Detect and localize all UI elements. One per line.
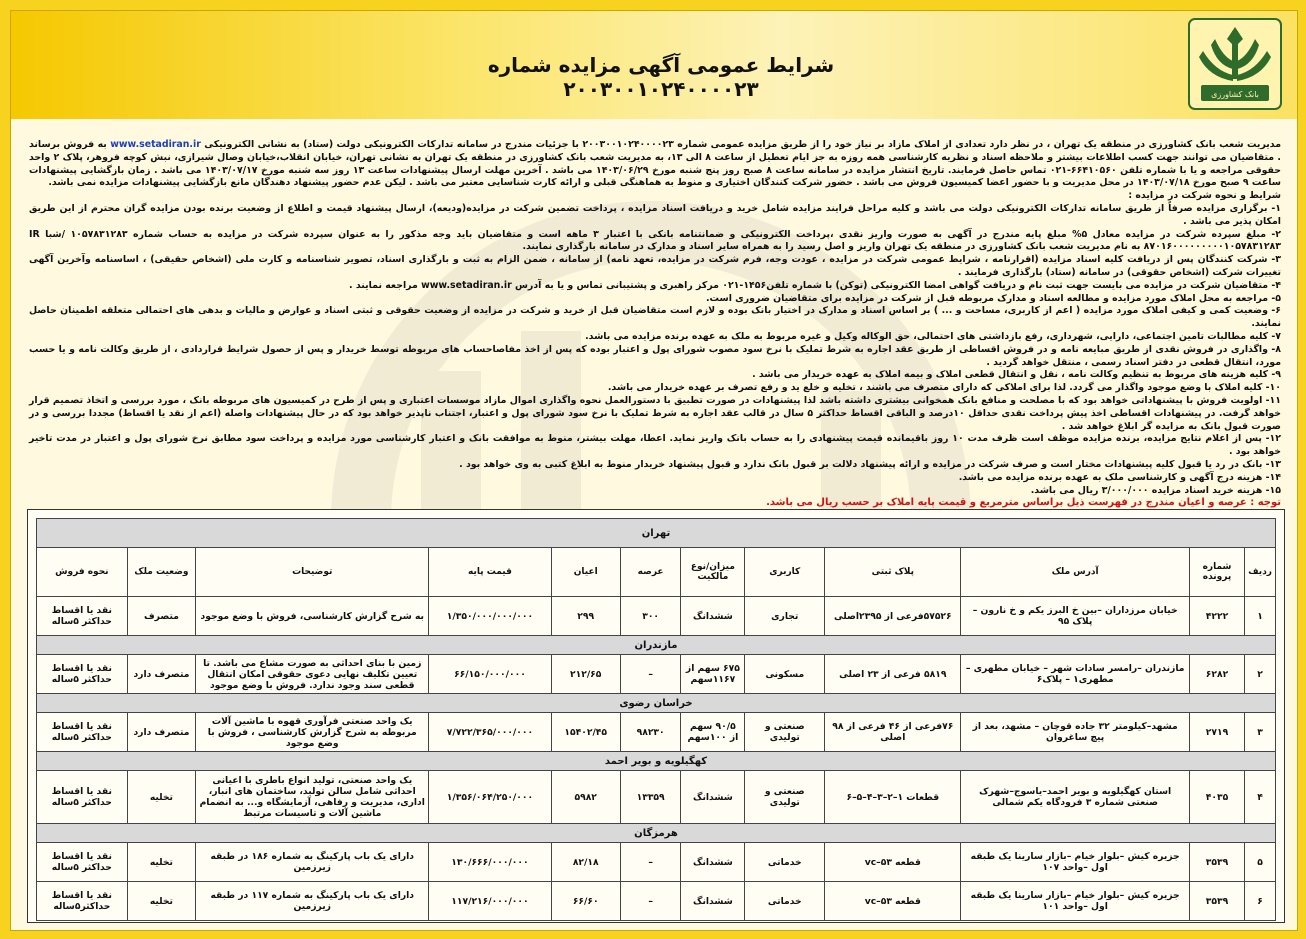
cell-use: تجاری <box>745 597 825 636</box>
col-header: کاربری <box>745 548 825 597</box>
cell-n: ۱ <box>1245 597 1276 636</box>
cell-sale: نقد یا اقساط حداکثر ۵ساله <box>37 655 128 694</box>
cell-price: ۷/۷۲۲/۳۶۵/۰۰۰/۰۰۰ <box>429 713 551 752</box>
region-row <box>37 519 1276 548</box>
cell-file: ۶۲۸۲ <box>1189 655 1244 694</box>
cell-sale: نقد یا اقساط حداکثر۵ساله <box>37 882 128 921</box>
cell-price: ۱۳۰/۶۶۶/۰۰۰/۰۰۰ <box>429 843 551 882</box>
col-header: وضعیت ملک <box>127 548 196 597</box>
col-header: عرصه <box>620 548 681 597</box>
cell-area: ۱۳۳۵۹ <box>620 771 681 824</box>
setadiran-link[interactable]: www.setadiran.ir <box>110 139 201 150</box>
condition-item: ۴- متقاضیان شرکت در مزایده می بایست جهت ثبت نام و دریافت گواهی امضا الکترونیکی (توکن) با شماره تلفن۱۴۵۶-۰۲۱ مرکز راهبری و پشتیبانی تماس و یا به آدرس www.setadiran.ir مراجعه نمایند . <box>349 279 1281 291</box>
region-row <box>37 824 1276 843</box>
condition-item: ۵- مراجعه به محل املاک مورد مزایده و مطالعه اسناد و مدارک مربوطه قبل از شرکت در مزایده برای متقاضیان ضروری است. <box>705 292 1281 304</box>
cell-desc: دارای یک باب پارکینگ به شماره ۱۸۶ در طبقه زیرزمین <box>196 843 429 882</box>
cell-use: خدماتی <box>745 843 825 882</box>
cell-owner: ششدانگ <box>681 882 745 921</box>
cell-building: ۸۲/۱۸ <box>551 843 620 882</box>
region-row <box>37 636 1276 655</box>
cell-plaque: قطعات ۱–۲–۳–۴–۵–۶ <box>825 771 961 824</box>
cell-status: متصرف <box>127 597 196 636</box>
conditions-heading: شرایط و نحوه شرکت در مزایده : <box>1128 190 1281 202</box>
cell-sale: نقد یا اقساط حداکثر ۵ساله <box>37 713 128 752</box>
condition-item: ۹- کلیه هزینه های مربوط به تنظیم وکالت نامه ، نقل و انتقال قطعی املاک و بیمه املاک به عهده خریدار می باشد . <box>752 369 1281 381</box>
cell-address: جزیره کیش –بلوار خیام –بازار سارینا یک طبقه اول –واحد ۱۰۱ <box>961 882 1189 921</box>
cell-plaque: ۷۶فرعی از ۴۶ فرعی از ۹۸ اصلی <box>825 713 961 752</box>
col-header: نحوه فروش <box>37 548 128 597</box>
cell-use: مسکونی <box>745 655 825 694</box>
col-header: میزان/نوع مالکیت <box>681 548 745 597</box>
cell-n: ۳ <box>1245 713 1276 752</box>
cell-n: ۲ <box>1245 655 1276 694</box>
condition-item: ۸- واگذاری در فروش نقدی از طریق مبایعه نامه و در فروش اقساطی از طریق عقد اجاره به شرط تملیک با نرخ سود مصوب شورای پول و اعتبار بوده که پس از اخذ مفاصاحساب های مربوطه توسط خریدار و پس از حصول شرایط قراردادی ، از طریق وکالت نامه و یا حسب مورد، انتقال قطعی در دفتر اسناد رسمی ، منتقل خواهد گردید . <box>29 343 1281 368</box>
cell-sale: نقد یا اقساط حداکثر ۵ساله <box>37 597 128 636</box>
cell-sale: نقد یا اقساط حداکثر ۵ساله <box>37 771 128 824</box>
cell-status: تخلیه <box>127 771 196 824</box>
cell-file: ۴۲۲۲ <box>1189 597 1244 636</box>
cell-area: – <box>620 843 681 882</box>
cell-n: ۶ <box>1245 882 1276 921</box>
region-title: خراسان رضوی <box>37 694 1276 713</box>
condition-item: ۱۵- هزینه خرید اسناد مزایده ۳/۰۰۰/۰۰۰ ریال می باشد. <box>1030 484 1281 496</box>
condition-item: ۳- شرکت کنندگان پس از دریافت کلیه اسناد مزایده (اقرارنامه ، شرایط عمومی شرکت در مزایده ، عودت وجه، فرم شرکت در مزایده، تعهد نامه) از سامانه ، ضمن الزام به ثبت و بارگذاری اسناد، تصویر شناسنامه و کارت ملی (اشخاص حقیقی) ، اساسنامه وآخرین آگهی تغییرات شرکت (اشخاص حقوقی) در سامانه (ستاد) بارگذاری فرمایند . <box>29 254 1281 278</box>
cell-plaque: قطعه ۵۳–vc <box>825 843 961 882</box>
col-header: شماره پرونده <box>1189 548 1244 597</box>
table-row <box>37 655 1276 694</box>
conditions-list <box>29 203 1281 497</box>
region-title: هرمزگان <box>37 824 1276 843</box>
cell-owner: ششدانگ <box>681 597 745 636</box>
notice-body <box>29 139 1281 510</box>
cell-n: ۵ <box>1245 843 1276 882</box>
cell-use: خدماتی <box>745 882 825 921</box>
condition-item: ۱۳- بانک در رد یا قبول کلیه پیشنهادات مختار است و صرف شرکت در مزایده و ارائه پیشنهاد دلالت بر قبول بانک ندارد و قبول پیشنهاد خریدار منوط به ابلاغ کتبی به وی خواهد بود . <box>459 458 1281 470</box>
cell-desc: یک واحد صنعتی فرآوری قهوه با ماشین آلات مربوطه به شرح گزارش کارشناسی ، فروش با وضع موجود <box>196 713 429 752</box>
svg-text:بانک کشاورزی: بانک کشاورزی <box>1211 90 1259 99</box>
condition-item: ۱۲- پس از اعلام نتایج مزایده، برنده مزایده موظف است ظرف مدت ۱۰ روز باقیمانده قیمت پیشنهادی را به حساب بانک واریز نماید. اعطا، مهلت بیشتر، منوط به موافقت بانک و اعتبار کارشناسی مورد مزایده و پرداخت سود مطابق نرخ شورای پول و اعتبار در مدت تاخیر خواهد بود . <box>29 433 1281 458</box>
cell-building: ۱۵۴۰۲/۴۵ <box>551 713 620 752</box>
cell-area: ۳۰۰ <box>620 597 681 636</box>
cell-address: خیابان مرزداران –بین خ البرز یکم و خ نارون –پلاک ۹۵ <box>961 597 1189 636</box>
header-banner <box>11 11 1297 119</box>
notice-frame <box>10 10 1298 931</box>
cell-price: ۱/۳۵۰/۰۰۰/۰۰۰/۰۰۰ <box>429 597 551 636</box>
table-row <box>37 713 1276 752</box>
cell-area: – <box>620 655 681 694</box>
cell-desc: یک واحد صنعتی، تولید انواع باطری با اعیانی احداثی شامل سالن تولید، ساختمان های انبار، اداری، مدیریت و رفاهی، آزمایشگاه و... به انضمام ماشین آلات و تاسیسات مرتبط <box>196 771 429 824</box>
cell-status: تخلیه <box>127 843 196 882</box>
property-table <box>36 518 1276 921</box>
cell-owner: ششدانگ <box>681 771 745 824</box>
col-header: آدرس ملک <box>961 548 1189 597</box>
table-row <box>37 843 1276 882</box>
cell-address: مشهد–کیلومتر ۳۲ جاده قوچان – مشهد، بعد از پیچ ساغروان <box>961 713 1189 752</box>
cell-area: ۹۸۲۳۰ <box>620 713 681 752</box>
cell-desc: دارای یک باب پارکینگ به شماره ۱۱۷ در طبقه زیرزمین <box>196 882 429 921</box>
col-header: پلاک ثبتی <box>825 548 961 597</box>
cell-file: ۳۵۳۹ <box>1189 882 1244 921</box>
cell-price: ۱۱۷/۲۱۶/۰۰۰/۰۰۰ <box>429 882 551 921</box>
cell-building: ۲۱۲/۶۵ <box>551 655 620 694</box>
region-row <box>37 752 1276 771</box>
wheat-emblem-icon <box>1187 17 1283 111</box>
condition-item: ۶- وضعیت کمی و کیفی املاک مورد مزایده ( اعم از کاربری، مساحت و ... ) بر اساس اسناد و مدارک در اختیار بانک بوده و لازم است متقاضیان قبل از خرید و شرکت در مزایده از وضعیت حقوقی و ثبتی اسناد و عوارض و مالیات و بدهی های احتمالی متعلقه اطمینان حاصل نمایند. <box>29 305 1281 330</box>
condition-item: ۲- مبلغ سپرده شرکت در مزایده معادل ۵% مبلغ پایه مندرج در آگهی به صورت واریز نقدی ،پرداخت الکترونیکی و ضمانتنامه بانکی با اعتبار ۳ ماهه است و متقاضیان باید وجه مذکور را به عنوان سپرده شرکت در مزایده به حساب شماره ۱۰۵۷۸۳۱۲۸۳ /شبا IR ۸۷۰۱۶۰۰۰۰۰۰۰۰۰۱۰۵۷۸۳۱۲۸۳ به نام مدیریت شعب بانک کشاورزی در منطقه یک تهران واریز و اصل رسید را به همراه سایر اسناد و مدارک در سامانه بارگذاری نمایند. <box>29 228 1281 253</box>
cell-use: صنعتی و تولیدی <box>745 713 825 752</box>
cell-address: مازندران –رامسر سادات شهر – خیابان مطهری – مطهری۱ – پلاک۶ <box>961 655 1189 694</box>
cell-file: ۲۷۱۹ <box>1189 713 1244 752</box>
cell-use: صنعتی و تولیدی <box>745 771 825 824</box>
cell-status: متصرف دارد <box>127 655 196 694</box>
condition-item: ۷- کلیه مطالبات تامین اجتماعی، دارایی، شهرداری، رفع بازداشتی های احتمالی، حق الوکاله وکیل و غیره مربوط به ملک به عهده برنده مزایده می باشد. <box>585 330 1281 342</box>
condition-item: ۱۰- کلیه املاک با وضع موجود واگذار می گردد. لذا برای املاکی که دارای متصرف می باشند ، تخلیه و خلع ید و رفع تصرف بر عهده خریدار می باشد. <box>607 382 1281 394</box>
cell-status: تخلیه <box>127 882 196 921</box>
bank-keshavarzi-logo <box>1187 17 1283 111</box>
table-header-row <box>37 548 1276 597</box>
cell-file: ۴۰۳۵ <box>1189 771 1244 824</box>
table-row <box>37 882 1276 921</box>
col-header: اعیان <box>551 548 620 597</box>
cell-file: ۳۵۳۹ <box>1189 843 1244 882</box>
cell-owner: ششدانگ <box>681 843 745 882</box>
cell-plaque: ۵۸۱۹ فرعی از ۲۳ اصلی <box>825 655 961 694</box>
region-title: کهگیلویه و بویر احمد <box>37 752 1276 771</box>
table-row <box>37 597 1276 636</box>
cell-n: ۴ <box>1245 771 1276 824</box>
condition-item: ۱۴- هزینه درج آگهی و کارشناسی ملک به عهده برنده مزایده می باشد. <box>958 471 1281 483</box>
cell-building: ۶۶/۶۰ <box>551 882 620 921</box>
cell-owner: ۶۷۵ سهم از ۱۱۶۷سهم <box>681 655 745 694</box>
condition-item: ۱- برگزاری مزایده صرفاً از طریق سامانه تدارکات الکترونیکی دولت می باشد و کلیه مراحل فرایند مزایده شامل خرید و دریافت اسناد مزایده ، پرداخت تضمین شرکت در مزایده(ودیعه)، ارسال پیشنهاد قیمت و اطلاع از وضعیت برنده بودن مزایده گران محترم از این طریق امکان پذیر می باشد . <box>29 202 1281 227</box>
intro-paragraph: مدیریت شعب بانک کشاورزی در منطقه یک تهران ، در نظر دارد تعدادی از املاک مازاد بر نیاز خود را از طریق مزایده عمومی شماره ۲۰۰۳۰۰۱۰۲۴۰۰۰۰۲۳ با جزئیات مندرج در سامانه تدارکات الکترونیکی دولت (ستاد) به نشانی الکترونیکی www.setadiran.ir به فروش برساند . متقاضیان می توانند جهت کسب اطلاعات بیشتر و ملاحظه اسناد و نظریه کارشناسی همه روزه به جز ایام تعطیل از ساعت ۸ الی ۱۳، به مدیریت شعب بانک کشاورزی در منطقه یک تهران به نشانی تهران، خیابان انقلاب،خیابان وصال شیرازی، نبش کوچه فروهر، پلاک ۲ واحد حقوقی مراجعه و یا با شماره تلفن ۶۶۴۱۰۵۶۰-۰۲۱ تماس حاصل فرمایند. تاریخ انتشار مزایده در سامانه ساعت ۸ صبح روز پنج شنبه مورخ ۱۴۰۳/۰۶/۲۹ می باشد . آخرین مهلت ارسال پیشنهادات ساعت ۱۳ روز سه شنبه مورخ ۱۴۰۳/۰۷/۱۷ می باشد . زمان بازگشایی پیشنهادات ساعت ۹ صبح مورخ ۱۴۰۳/۰۷/۱۸ در محل مدیریت و با حضور اعضا کمیسیون فروش می باشد . حضور شرکت کنندگان اختیاری و منوط به هماهنگی قبلی و ارائه کارت شناسایی معتبر می باشد . لیکن عدم حضور پیشنهاد دهندگان مانع بازگشایی پیشنهادات مزایده نمی باشد. <box>29 139 1282 189</box>
table-row <box>37 771 1276 824</box>
region-title: تهران <box>37 519 1276 548</box>
property-table-container <box>27 509 1285 923</box>
region-title: مازندران <box>37 636 1276 655</box>
col-header: توضیحات <box>196 548 429 597</box>
notice-title: شرایط عمومی آگهی مزایده شماره ۲۰۰۳۰۰۱۰۲۴۰۰۰۰۲۳ <box>487 53 835 101</box>
cell-sale: نقد یا اقساط حداکثر ۵ساله <box>37 843 128 882</box>
cell-status: متصرف دارد <box>127 713 196 752</box>
cell-building: ۲۹۹ <box>551 597 620 636</box>
cell-price: ۱/۳۵۶/۰۶۴/۲۵۰/۰۰۰ <box>429 771 551 824</box>
cell-building: ۵۹۸۲ <box>551 771 620 824</box>
cell-plaque: ۵۷۵۲۶فرعی از ۲۳۹۵اصلی <box>825 597 961 636</box>
cell-desc: زمین با بنای احداثی به صورت مشاع می باشد. تا تعیین تکلیف نهایی دعوی حقوقی امکان انتقال قطعی سند وجود ندارد. فروش با وضع موجود <box>196 655 429 694</box>
cell-price: ۶۶/۱۵۰/۰۰۰/۰۰۰ <box>429 655 551 694</box>
cell-desc: به شرح گزارش کارشناسی، فروش با وضع موجود <box>196 597 429 636</box>
cell-address: استان کهگیلویه و بویر احمد–یاسوج–شهرک صنعتی شماره ۳ فرودگاه یکم شمالی <box>961 771 1189 824</box>
cell-plaque: قطعه ۵۳–vc <box>825 882 961 921</box>
note-line: توجه : عرصه و اعیان مندرج در فهرست ذیل براساس مترمربع و قیمت پایه املاک بر حسب ریال می باشد. <box>766 497 1281 509</box>
condition-item: ۱۱- اولویت فروش با پیشنهاداتی خواهد بود که با مصلحت و منافع بانک همخوانی بیشتری داشته باشد لذا پیشنهادات در صورت تطبیق با دستورالعمل نحوه واگذاری اموال مازاد موسسات اعتباری و پس از طرح در کمیسیون های مربوطه بانک ، مورد بررسی و اتخاذ تصمیم قرار خواهد گرفت. در پیشنهادات اقساطی اخذ پیش پرداخت نقدی حداقل ۱۰درصد و الباقی اقساط حداکثر ۵ سال در قالب عقد اجاره به شرط تملیک با نرخ سود شورای پول و اعتبار، اجتناب ناپذیر خواهد بود که در حال پیشنهادات واصله (اعم از نقد یا اقساط) مجددا بررسی و در صورت قبول بانک به مزایده گر ابلاغ خواهد شد . <box>29 394 1282 432</box>
cell-area: – <box>620 882 681 921</box>
cell-address: جزیره کیش –بلوار خیام –بازار سارینا یک طبقه اول –واحد ۱۰۷ <box>961 843 1189 882</box>
col-header: ردیف <box>1245 548 1276 597</box>
col-header: قیمت پایه <box>429 548 551 597</box>
region-row <box>37 694 1276 713</box>
cell-owner: ۹۰/۵ سهم از ۱۰۰سهم <box>681 713 745 752</box>
